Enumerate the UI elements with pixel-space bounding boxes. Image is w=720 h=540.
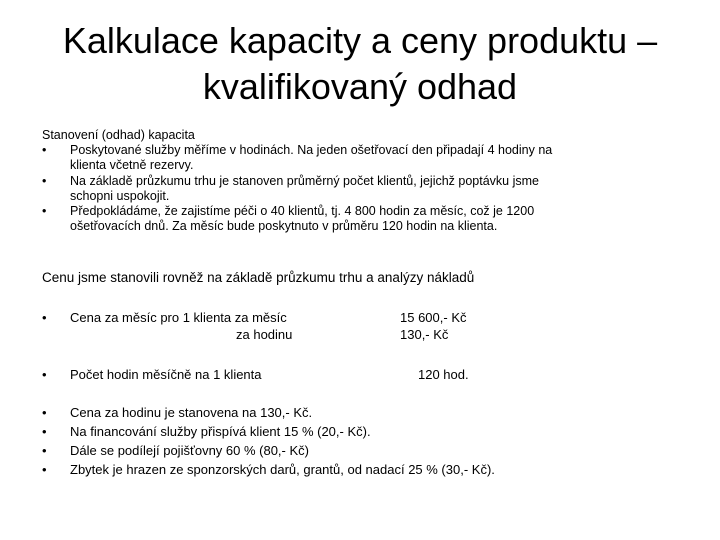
title-line-1: Kalkulace kapacity a ceny produktu – <box>62 20 658 61</box>
bullet-icon: • <box>42 424 47 439</box>
capacity-bullet-text: Poskytované služby měříme v hodinách. Na jeden ošetřovací den připadají 4 hodiny na <box>70 143 553 158</box>
financing-item-1: Cena za hodinu je stanovena na 130,- Kč. <box>70 405 313 420</box>
bullet-icon: • <box>42 462 47 477</box>
bullet-icon: • <box>42 143 47 158</box>
capacity-bullet-text: Předpokládáme, že zajistíme péči o 40 klientů, tj. 4 800 hodin za měsíc, což je 1200 <box>70 204 535 219</box>
bullet-icon: • <box>42 310 47 325</box>
bullet-icon: • <box>42 443 47 458</box>
price-row-1-label: Cena za měsíc pro 1 klienta za měsíc <box>70 310 287 325</box>
capacity-heading: Stanovení (odhad) kapacita <box>42 128 195 142</box>
capacity-bullet-3 <box>42 204 682 234</box>
price-row-1-sub-value: 130,- Kč <box>400 327 449 342</box>
bullet-icon: • <box>42 204 47 219</box>
slide-title <box>20 18 700 110</box>
capacity-bullet-cont: schopni uspokojit. <box>70 188 170 203</box>
bullet-icon: • <box>42 405 47 420</box>
price-heading: Cenu jsme stanovili rovněž na základě průzkumu trhu a analýzy nákladů <box>42 270 475 285</box>
capacity-bullet-cont: klienta včetně rezervy. <box>70 158 194 173</box>
price-row-1-sub-label: za hodinu <box>236 327 293 342</box>
price-row-2-value: 120 hod. <box>418 367 469 382</box>
capacity-bullet-cont: ošetřovacích dnů. Za měsíc bude poskytnuto v průměru 120 hodin na klienta. <box>70 219 498 234</box>
capacity-bullet-1 <box>42 143 682 173</box>
capacity-bullet-2 <box>42 174 682 204</box>
bullet-icon: • <box>42 367 47 382</box>
price-row-2-label: Počet hodin měsíčně na 1 klienta <box>70 367 262 382</box>
bullet-icon: • <box>42 173 47 188</box>
price-row-1-value: 15 600,- Kč <box>400 310 467 325</box>
financing-item-2: Na financování služby přispívá klient 15 % (20,- Kč). <box>70 424 371 439</box>
financing-item-3: Dále se podílejí pojišťovny 60 % (80,- Kč) <box>70 443 309 458</box>
capacity-section <box>42 128 682 234</box>
title-line-2: kvalifikovaný odhad <box>202 66 518 107</box>
capacity-bullet-text: Na základě průzkumu trhu je stanoven průměrný počet klientů, jejichž poptávku jsme <box>70 173 539 188</box>
financing-item-4: Zbytek je hrazen ze sponzorských darů, grantů, od nadací 25 % (30,- Kč). <box>70 462 495 477</box>
